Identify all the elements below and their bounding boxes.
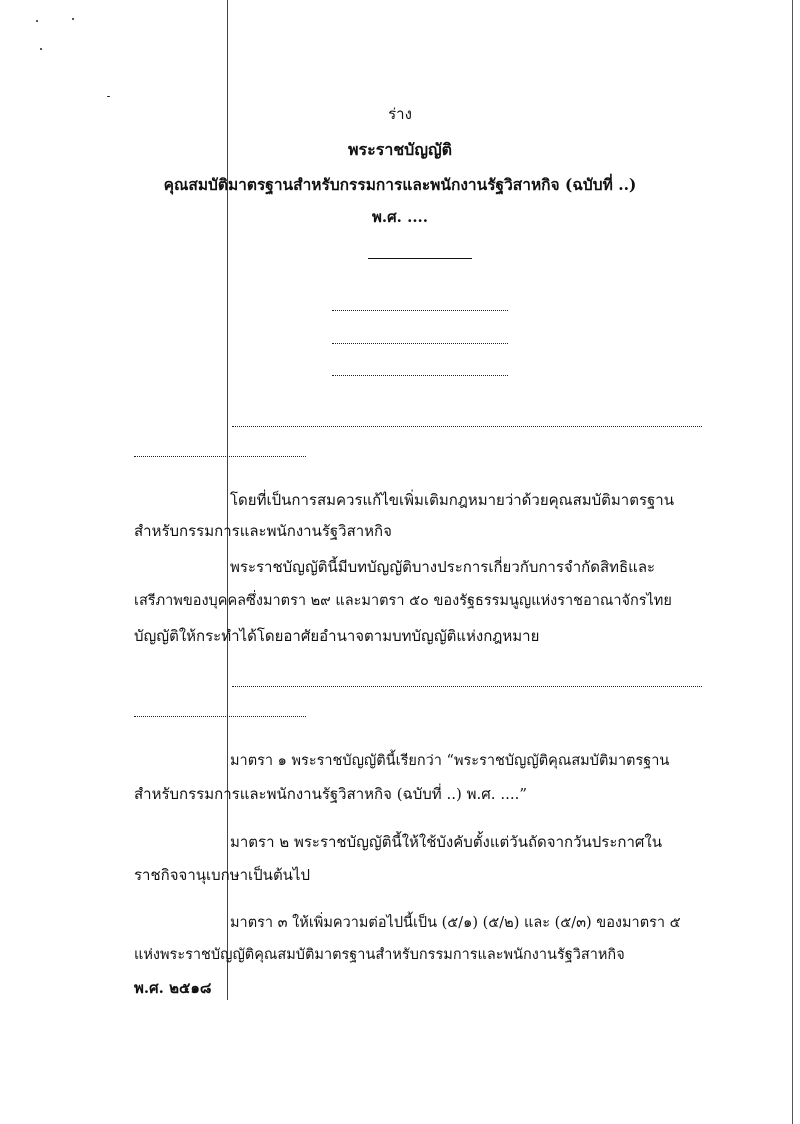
preamble-limit-line: เสรีภาพของบุคคลซึ่งมาตรา ๒๙ และมาตรา ๕๐ ของรัฐธรรมนูญแห่งราชอาณาจักรไทย xyxy=(134,593,672,609)
act-label: พระราชบัญญัติ xyxy=(348,140,452,159)
preamble-limit-line: บัญญัติให้กระทำได้โดยอาศัยอำนาจตามบทบัญญัติแห่งกฎหมาย xyxy=(134,627,540,645)
act-year: พ.ศ. .... xyxy=(372,208,428,226)
section-3-line: มาตรา ๓ ให้เพิ่มความต่อไปนี้เป็น (๕/๑) (๕/๒) และ (๕/๓) ของมาตรา ๕ xyxy=(230,915,681,931)
blank-dotted-line xyxy=(332,375,508,376)
draft-label: ร่าง xyxy=(388,105,412,123)
preamble-reason-line: โดยที่เป็นการสมควรแก้ไขเพิ่มเติมกฎหมายว่าด้วยคุณสมบัติมาตรฐาน xyxy=(230,491,674,509)
section-3-year: พ.ศ. ๒๕๑๘ xyxy=(134,979,212,997)
preamble-reason-line: สำหรับกรรมการและพนักงานรัฐวิสาหกิจ xyxy=(134,522,392,540)
act-name: คุณสมบัติมาตรฐานสำหรับกรรมการและพนักงานรัฐวิสาหกิจ (ฉบับที่ ..) xyxy=(163,175,637,194)
section-1-line: สำหรับกรรมการและพนักงานรัฐวิสาหกิจ (ฉบับที่ ..) พ.ศ. ....” xyxy=(134,785,528,803)
section-2-line: มาตรา ๒ พระราชบัญญัตินี้ให้ใช้บังคับตั้งแต่วันถัดจากวันประกาศใน xyxy=(230,833,662,851)
scan-edge-line xyxy=(792,0,793,1124)
scan-speck xyxy=(72,18,74,20)
blank-dotted-line xyxy=(332,343,508,344)
section-1-line: มาตรา ๑ พระราชบัญญัตินี้เรียกว่า “พระราชบัญญัติคุณสมบัติมาตรฐาน xyxy=(230,753,670,769)
blank-dotted-line xyxy=(134,716,306,717)
blank-dotted-line xyxy=(332,310,508,311)
scan-speck xyxy=(36,20,38,22)
blank-dotted-line xyxy=(232,426,702,427)
blank-dotted-line xyxy=(232,686,702,687)
section-3-line: แห่งพระราชบัญญัติคุณสมบัติมาตรฐานสำหรับกรรมการและพนักงานรัฐวิสาหกิจ xyxy=(134,947,625,963)
scan-speck xyxy=(40,48,42,50)
title-rule xyxy=(368,258,472,259)
blank-dotted-line xyxy=(134,456,306,457)
section-2-line: ราชกิจจานุเบกษาเป็นต้นไป xyxy=(134,866,311,884)
preamble-limit-line: พระราชบัญญัตินี้มีบทบัญญัติบางประการเกี่ยวกับการจำกัดสิทธิและ xyxy=(230,558,656,576)
scan-speck xyxy=(107,96,110,97)
